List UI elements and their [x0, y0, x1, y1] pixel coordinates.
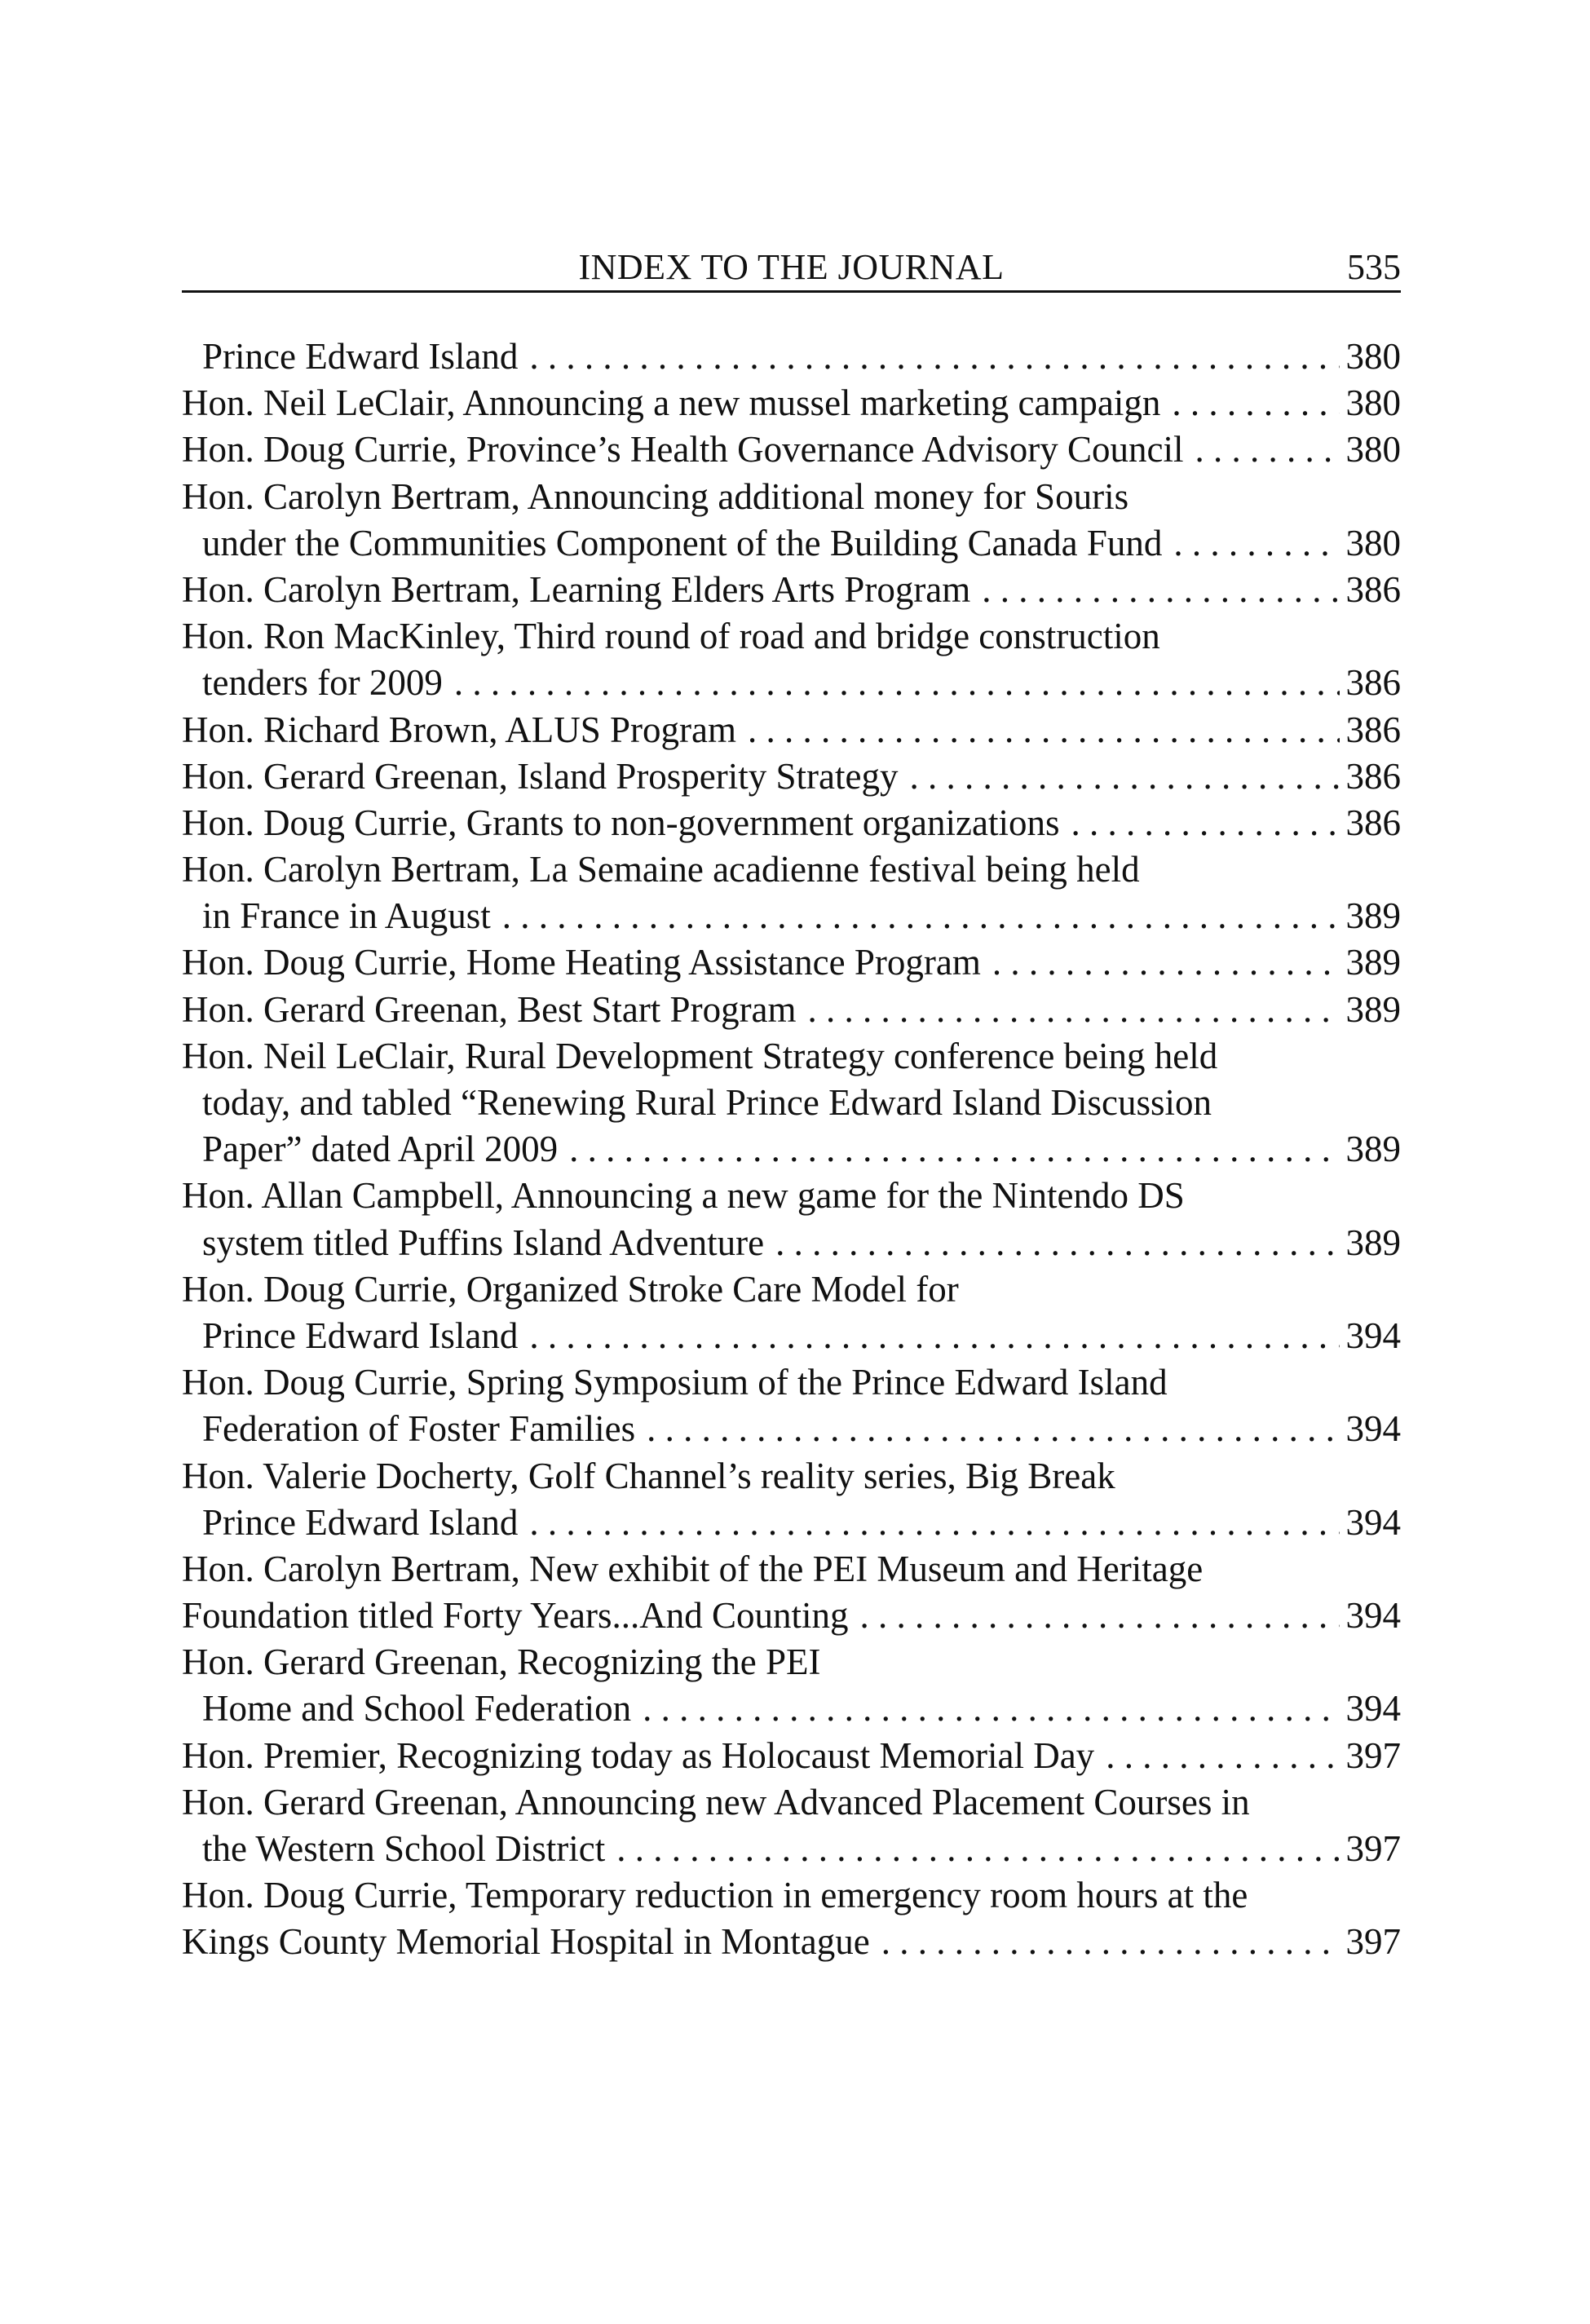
- entry-line: [182, 1593, 1401, 1639]
- entry-page-ref: 389: [1345, 988, 1401, 1030]
- entry-page-ref: 394: [1345, 1688, 1401, 1730]
- entry-line: [182, 520, 1401, 567]
- entry-line: [182, 1500, 1401, 1546]
- index-entry: [182, 707, 1401, 753]
- entry-text: Hon. Doug Currie, Home Heating Assistance Program: [182, 942, 981, 983]
- entry-page-ref: 380: [1345, 522, 1401, 563]
- entry-text: in France in August: [202, 895, 491, 937]
- dot-leader: [910, 753, 1340, 800]
- entry-text: Hon. Neil LeClair, Announcing a new mussel marketing campaign: [182, 382, 1161, 424]
- entry-text: Hon. Gerard Greenan, Recognizing the PEI: [182, 1641, 821, 1683]
- dot-leader: [569, 1126, 1339, 1173]
- entry-page-ref: 394: [1345, 1314, 1401, 1356]
- dot-leader: [529, 1313, 1339, 1359]
- entry-line: [182, 1733, 1401, 1779]
- index-entry: [182, 1733, 1401, 1779]
- index-entry: [182, 567, 1401, 613]
- entry-line: [182, 1686, 1401, 1732]
- entry-text: Kings County Memorial Hospital in Montague: [182, 1921, 870, 1963]
- running-title: INDEX TO THE JOURNAL: [578, 247, 1005, 287]
- entry-line: [182, 800, 1401, 846]
- index-entry: [182, 800, 1401, 846]
- entry-text: Hon. Richard Brown, ALUS Program: [182, 709, 736, 750]
- entry-line: [182, 1919, 1401, 1965]
- dot-leader: [808, 987, 1340, 1033]
- dot-leader: [1195, 426, 1340, 473]
- index-entry: [182, 1872, 1401, 1965]
- dot-leader: [982, 567, 1339, 613]
- index-entry: [182, 987, 1401, 1033]
- entry-text: Hon. Doug Currie, Grants to non-government organizations: [182, 802, 1060, 843]
- entry-line: [182, 1359, 1401, 1406]
- index-page: [182, 245, 1401, 1966]
- entry-line: [182, 1639, 1401, 1686]
- entry-text: Hon. Carolyn Bertram, Learning Elders Arts Program: [182, 568, 971, 610]
- entry-line: [182, 707, 1401, 753]
- entry-text: Prince Edward Island: [202, 336, 519, 377]
- index-entry: [182, 1639, 1401, 1732]
- dot-leader: [647, 1406, 1339, 1452]
- index-entry: [182, 426, 1401, 473]
- index-entry: [182, 380, 1401, 426]
- entry-text: Hon. Neil LeClair, Rural Development Strategy conference being held: [182, 1035, 1218, 1076]
- entry-text: Hon. Carolyn Bertram, New exhibit of the PEI Museum and Heritage: [182, 1548, 1204, 1589]
- entry-line: [182, 846, 1401, 893]
- index-entry: [182, 1033, 1401, 1173]
- index-entry: [182, 1546, 1401, 1639]
- entry-line: [182, 334, 1401, 380]
- entry-text: Hon. Valerie Docherty, Golf Channel’s reality series, Big Break: [182, 1455, 1115, 1496]
- entry-line: [182, 474, 1401, 520]
- index-entry: [182, 334, 1401, 380]
- dot-leader: [992, 939, 1340, 986]
- entry-line: [182, 1126, 1401, 1173]
- dot-leader: [748, 707, 1340, 753]
- entry-page-ref: 397: [1345, 1921, 1401, 1963]
- index-entry: [182, 939, 1401, 986]
- dot-leader: [1172, 380, 1339, 426]
- index-entry: [182, 846, 1401, 939]
- dot-leader: [529, 1500, 1339, 1546]
- entry-line: [182, 567, 1401, 613]
- entry-text: Hon. Doug Currie, Province’s Health Governance Advisory Council: [182, 429, 1184, 471]
- entry-line: [182, 1406, 1401, 1452]
- index-entry: [182, 1266, 1401, 1359]
- entry-line: [182, 753, 1401, 800]
- entry-line: [182, 1220, 1401, 1266]
- entry-line: [182, 1313, 1401, 1359]
- dot-leader: [616, 1826, 1339, 1872]
- entry-text: Hon. Ron MacKinley, Third round of road and bridge construction: [182, 616, 1160, 657]
- entry-text: Home and School Federation: [202, 1688, 632, 1730]
- entry-line: [182, 987, 1401, 1033]
- entry-line: [182, 426, 1401, 473]
- entry-page-ref: 397: [1345, 1734, 1401, 1776]
- entry-text: Hon. Premier, Recognizing today as Holocaust Memorial Day: [182, 1734, 1095, 1776]
- entry-line: [182, 1872, 1401, 1919]
- dot-leader: [775, 1220, 1339, 1266]
- entry-line: [182, 660, 1401, 706]
- entry-text: Hon. Doug Currie, Temporary reduction in emergency room hours at the: [182, 1875, 1248, 1916]
- entry-page-ref: 389: [1345, 942, 1401, 983]
- index-entry: [182, 1779, 1401, 1872]
- entry-line: [182, 1266, 1401, 1313]
- entry-page-ref: 386: [1345, 709, 1401, 750]
- entry-line: [182, 939, 1401, 986]
- entry-page-ref: 397: [1345, 1828, 1401, 1869]
- dot-leader: [454, 660, 1340, 706]
- entry-text: Paper” dated April 2009: [202, 1129, 559, 1170]
- entry-line: [182, 1173, 1401, 1219]
- entry-line: [182, 1826, 1401, 1872]
- entry-line: [182, 1453, 1401, 1500]
- entry-page-ref: 386: [1345, 568, 1401, 610]
- entry-page-ref: 389: [1345, 1129, 1401, 1170]
- dot-leader: [529, 334, 1339, 380]
- entry-page-ref: 394: [1345, 1408, 1401, 1450]
- entry-text: Federation of Foster Families: [202, 1408, 636, 1450]
- entry-page-ref: 380: [1345, 429, 1401, 471]
- dot-leader: [1173, 520, 1339, 567]
- entry-page-ref: 380: [1345, 382, 1401, 424]
- index-entry: [182, 1453, 1401, 1546]
- entry-page-ref: 386: [1345, 662, 1401, 704]
- dot-leader: [643, 1686, 1339, 1732]
- entry-page-ref: 389: [1345, 895, 1401, 937]
- entry-line: [182, 893, 1401, 939]
- index-entry: [182, 1359, 1401, 1452]
- index-entry: [182, 753, 1401, 800]
- running-header: [182, 245, 1401, 293]
- entry-page-ref: 386: [1345, 802, 1401, 843]
- entry-line: [182, 1779, 1401, 1826]
- entry-text: Hon. Carolyn Bertram, Announcing additional money for Souris: [182, 475, 1129, 517]
- entry-line: [182, 1033, 1401, 1080]
- entry-text: Hon. Allan Campbell, Announcing a new game for the Nintendo DS: [182, 1175, 1185, 1217]
- index-entry: [182, 474, 1401, 567]
- entry-line: [182, 1546, 1401, 1593]
- index-entry: [182, 613, 1401, 706]
- dot-leader: [1071, 800, 1339, 846]
- entry-line: [182, 1080, 1401, 1126]
- entry-line: [182, 380, 1401, 426]
- entry-page-ref: 386: [1345, 755, 1401, 797]
- index-entry: [182, 1173, 1401, 1266]
- entry-text: Prince Edward Island: [202, 1501, 519, 1543]
- entry-text: system titled Puffins Island Adventure: [202, 1222, 765, 1263]
- index-entries: [182, 334, 1401, 1966]
- entry-text: today, and tabled “Renewing Rural Prince Edward Island Discussion: [202, 1082, 1212, 1123]
- entry-text: tenders for 2009: [202, 662, 443, 704]
- entry-page-ref: 389: [1345, 1222, 1401, 1263]
- page-number: 535: [1347, 247, 1401, 287]
- dot-leader: [502, 893, 1340, 939]
- entry-text: Hon. Gerard Greenan, Announcing new Advanced Placement Courses in: [182, 1781, 1250, 1823]
- entry-text: under the Communities Component of the Building Canada Fund: [202, 522, 1163, 563]
- entry-text: Hon. Carolyn Bertram, La Semaine acadienne festival being held: [182, 849, 1140, 890]
- entry-text: Foundation titled Forty Years...And Counting: [182, 1595, 849, 1637]
- entry-page-ref: 380: [1345, 336, 1401, 377]
- entry-line: [182, 613, 1401, 660]
- dot-leader: [860, 1593, 1340, 1639]
- entry-text: Hon. Doug Currie, Spring Symposium of the Prince Edward Island: [182, 1362, 1168, 1403]
- entry-text: the Western School District: [202, 1828, 606, 1869]
- entry-page-ref: 394: [1345, 1595, 1401, 1637]
- entry-text: Prince Edward Island: [202, 1314, 519, 1356]
- dot-leader: [1106, 1733, 1339, 1779]
- entry-text: Hon. Gerard Greenan, Best Start Program: [182, 988, 797, 1030]
- entry-page-ref: 394: [1345, 1501, 1401, 1543]
- entry-text: Hon. Gerard Greenan, Island Prosperity Strategy: [182, 755, 899, 797]
- entry-text: Hon. Doug Currie, Organized Stroke Care Model for: [182, 1268, 959, 1310]
- dot-leader: [881, 1919, 1340, 1965]
